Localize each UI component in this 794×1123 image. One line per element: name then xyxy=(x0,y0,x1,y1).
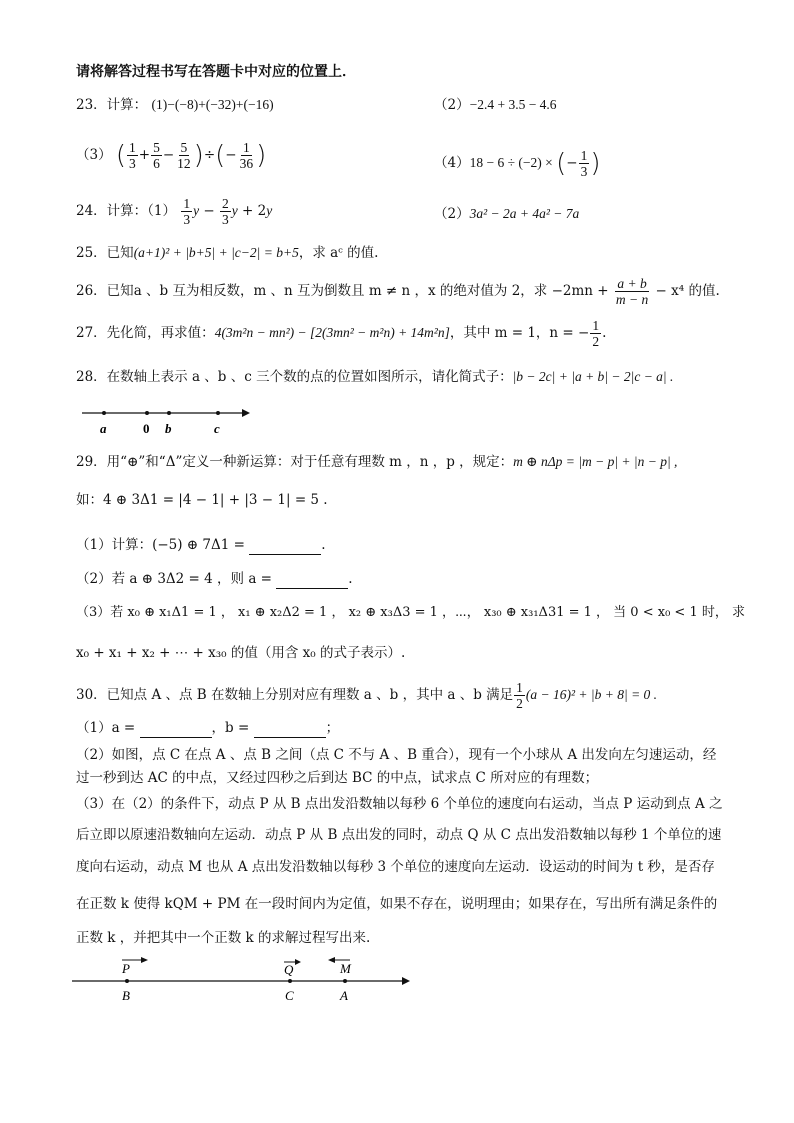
q30-part3a: （3）在（2）的条件下，动点 P 从 B 点出发沿数轴以每秒 6 个单位的速度向右运动，当点 P 运动到点 A 之 xyxy=(76,796,723,812)
q25: 25．已知(a+1)² + |b+5| + |c−2| = b+5，求 aᶜ 的值. xyxy=(76,245,379,261)
q27: 27．先化简，再求值：4(3m²n − mn²) − [2(3mn² − m²n) + 14m²n]，其中 m = 1，n = − $\frac{1}{2}$ . xyxy=(76,318,607,349)
q28-label-b: b xyxy=(165,421,172,436)
q23-part3-tag: （3） xyxy=(76,147,112,163)
fig-label-Q: Q xyxy=(284,962,294,977)
fig-label-P: P xyxy=(122,961,130,976)
q29-part1: （1）计算：(−5) ⊕ 7Δ1 = . xyxy=(76,537,326,553)
section-instruction: 请将解答过程书写在答题卡中对应的位置上． xyxy=(76,64,356,80)
fig-label-A: A xyxy=(340,988,348,1003)
q28: 28．在数轴上表示 a 、b 、c 三个数的点的位置如图所示，请化简式子：|b − 2c| + |a + b| − 2|c − a| . xyxy=(76,369,674,385)
q29-intro: 29．用“⊕”和“Δ”定义一种新运算：对于任意有理数 m ，n ，p ，规定：m ⊕ nΔp = |m − p| + |n − p| , xyxy=(76,454,678,470)
q30-part3b: 后立即以原速沿数轴向左运动．动点 P 从 B 点出发的同时，动点 Q 从 C 点出发沿数轴以每秒 1 个单位的速 xyxy=(76,827,722,843)
q29-part2: （2）若 a ⊕ 3Δ2 = 4 ，则 a = . xyxy=(76,571,353,587)
q30-intro: 30．已知点 A 、点 B 在数轴上分别对应有理数 a 、b ，其中 a 、b 满足 $\frac{1}{2}$ (a − 16)² + |b + 8| = 0 . xyxy=(76,680,658,711)
q23-label: 23．计算： xyxy=(76,97,148,113)
q23-part1: (1)−(−8)+(−32)+(−16) xyxy=(151,97,274,112)
q29-part3: （3）若 x₀ ⊕ x₁Δ1 = 1 ， x₁ ⊕ x₂Δ2 = 1 ， x₂ ⊕ x₃Δ3 = 1 ，⋯， x₃₀ ⊕ x₃₁Δ31 = 1 ， 当 0 < x₀ < 1 时， 求 xyxy=(76,605,745,620)
q23-part2: （2）−2.4 + 3.5 − 4.6 xyxy=(434,97,557,113)
q24-part2: （2）3a² − 2a + 4a² − 7a xyxy=(434,206,580,222)
q26: 26．已知a 、b 互为相反数，m 、n 互为倒数且 m ≠ n ，x 的绝对值为 2，求 −2mn + $\frac{a + b}{m - n}$ − x⁴ 的值. xyxy=(76,276,720,307)
q30-number-line xyxy=(70,955,420,1005)
fig-label-B: B xyxy=(122,988,130,1003)
q29-part3b: x₀ + x₁ + x₂ + ⋯ + x₃₀ 的值（用含 x₀ 的式子表示）. xyxy=(76,645,406,661)
q24-row: 24．计算：（1） $\frac{1}{3}$ y − $\frac{2}{3}$ y + 2y （2）3a² − 2a + 4a² − 7a xyxy=(76,196,580,227)
q23-row2: （3） ( $\frac{1}{3}$ + $\frac{5}{6}$ − $\frac{5}{12}$ )÷(− $\frac{1}{36}$ ) （4）18 − 6 ÷ (−2) × (− $\frac{1}{3}$ ) xyxy=(76,140,601,179)
q28-number-line xyxy=(80,404,260,438)
q30-part3e: 正数 k ，并把其中一个正数 k 的求解过程写出来. xyxy=(76,930,371,946)
q29-part2-blank[interactable] xyxy=(276,574,348,589)
q30-part2b: 过一秒到达 AC 的中点，又经过四秒之后到达 BC 的中点，试求点 C 所对应的有理数； xyxy=(76,770,599,786)
q30-part3d: 在正数 k 使得 kQM + PM 在一段时间内为定值，如果不存在，说明理由；如果存在，写出所有满足条件的 xyxy=(76,896,718,912)
q23-part4: （4）18 − 6 ÷ (−2) × (− $\frac{1}{3}$ ) xyxy=(434,148,601,179)
q28-label-a: a xyxy=(100,421,107,436)
q30-b-blank[interactable] xyxy=(254,723,326,738)
q28-label-0: 0 xyxy=(143,421,150,436)
fig-label-M: M xyxy=(340,961,351,976)
q30-part2a: （2）如图，点 C 在点 A 、点 B 之间（点 C 不与 A 、B 重合），现有一个小球从 A 出发向左匀速运动，经 xyxy=(76,747,717,763)
q29-part1-blank[interactable] xyxy=(249,540,321,555)
q30-part1: （1）a = ，b = ； xyxy=(76,720,340,736)
q28-label-c: c xyxy=(214,421,220,436)
q30-a-blank[interactable] xyxy=(140,723,212,738)
q23-row1 xyxy=(76,95,557,115)
q29-example: 如：4 ⊕ 3Δ1 = |4 − 1| + |3 − 1| = 5 . xyxy=(76,492,328,508)
fig-label-C: C xyxy=(285,988,294,1003)
q30-part3c: 度向右运动，动点 M 也从 A 点出发沿数轴以每秒 3 个单位的速度向左运动．设运动的时间为 t 秒，是否存 xyxy=(76,859,715,875)
